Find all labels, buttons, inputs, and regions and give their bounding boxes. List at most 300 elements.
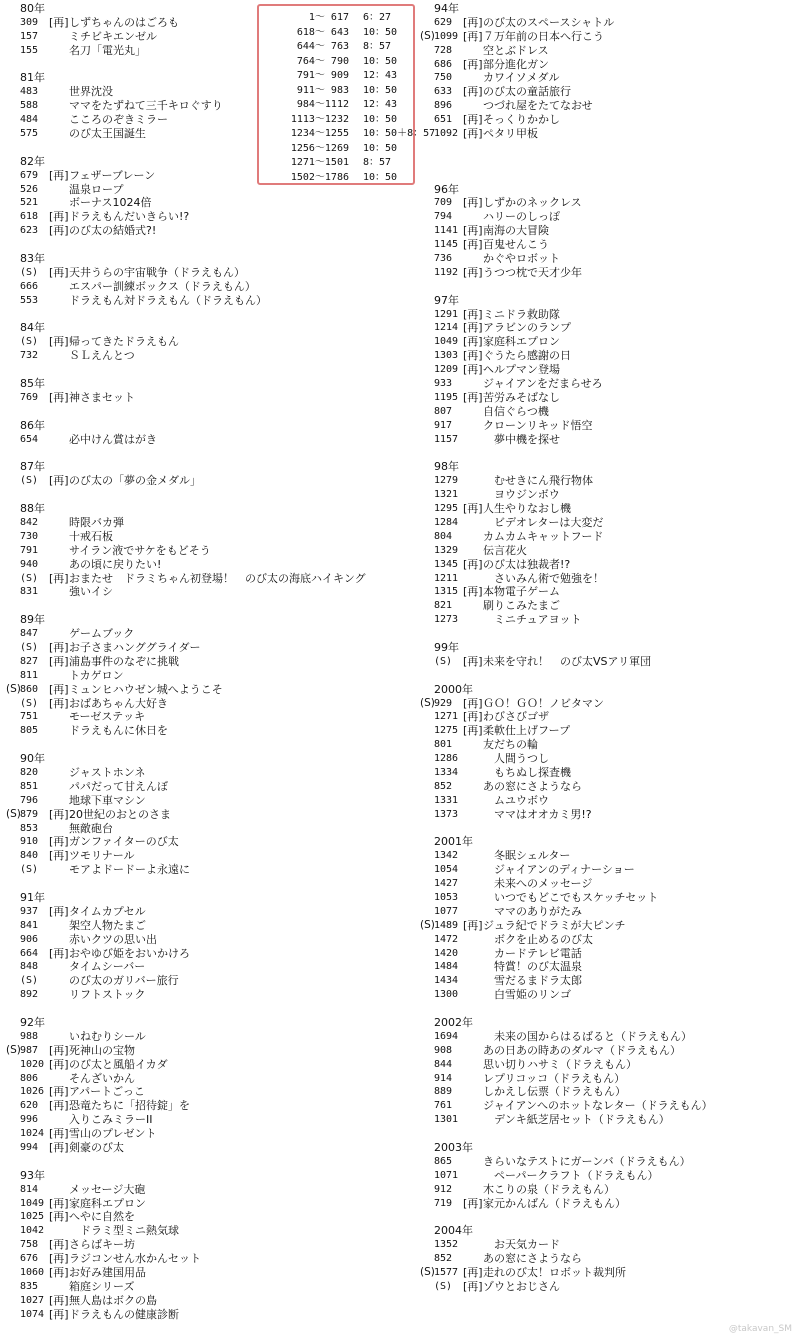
episode-title: 地球下車マシン — [69, 793, 146, 807]
episode-row — [420, 877, 800, 891]
episode-number: 831 — [20, 586, 39, 598]
episode-number: 929 — [434, 697, 453, 709]
episode-row — [420, 85, 800, 99]
episode-title: ドラえもん対ドラえもん（ドラえもん） — [69, 293, 267, 307]
rerun-tag: [再] — [463, 113, 483, 127]
spacer — [6, 488, 386, 502]
episode-row — [420, 1238, 800, 1252]
episode-number: 633 — [434, 86, 453, 98]
rerun-tag: [再] — [463, 349, 483, 363]
episode-number: 1192 — [434, 266, 459, 278]
rerun-tag: [再] — [49, 1210, 69, 1224]
episode-number: 840 — [20, 850, 39, 862]
episode-title: のび太のガリバー旅行 — [69, 974, 179, 988]
episode-number: 664 — [20, 947, 39, 959]
episode-number: (S) — [20, 475, 39, 487]
episode-row — [6, 294, 386, 308]
episode-row — [420, 1072, 800, 1086]
episode-title: うつつ枕で天才少年 — [483, 265, 582, 279]
episode-number: 1049 — [20, 1197, 45, 1209]
episode-row — [6, 1058, 386, 1072]
episode-row — [420, 405, 800, 419]
episode-row — [6, 1044, 386, 1058]
episode-title: 白雪姫のリンゴ — [483, 988, 571, 1002]
episode-row — [420, 1044, 800, 1058]
rerun-tag: [再] — [463, 557, 483, 571]
year-label: 93年 — [20, 1168, 45, 1182]
legend-row — [259, 55, 413, 70]
rerun-tag: [再] — [49, 390, 69, 404]
spacer — [420, 669, 800, 683]
year-header — [6, 613, 386, 627]
episode-number: 1303 — [434, 350, 459, 362]
year-header — [6, 502, 386, 516]
rerun-tag: [再] — [49, 1043, 69, 1057]
year-header — [420, 835, 800, 849]
spacer — [420, 1002, 800, 1016]
episode-number: 1373 — [434, 808, 459, 820]
episode-number: 892 — [20, 989, 39, 1001]
episode-title: 架空人物たまご — [69, 918, 146, 932]
spacer — [6, 363, 386, 377]
episode-row — [6, 210, 386, 224]
episode-title: ボクを止めるのび太 — [483, 932, 593, 946]
episode-row — [420, 558, 800, 572]
year-header — [420, 460, 800, 474]
episode-number: 1099 — [434, 30, 459, 42]
episode-title: おやゆび姫をおいかけろ — [69, 946, 190, 960]
rerun-tag: [再] — [463, 710, 483, 724]
episode-row — [6, 349, 386, 363]
episode-row — [6, 474, 386, 488]
running-time: 6：27 — [363, 12, 392, 23]
running-time: 12：43 — [363, 99, 398, 110]
episode-row — [420, 1169, 800, 1183]
episode-title: 未来へのメッセージ — [483, 877, 593, 891]
episode-range: 984〜1112 — [296, 99, 349, 110]
rerun-tag: [再] — [463, 696, 483, 710]
episode-title: 本物電子ゲーム — [483, 585, 560, 599]
episode-row — [420, 419, 800, 433]
running-time: 10：50 — [363, 113, 398, 125]
special-marker: (S) — [6, 682, 21, 695]
episode-row — [420, 1099, 800, 1113]
spacer — [6, 877, 386, 891]
episode-row — [420, 1058, 800, 1072]
episode-number: 1211 — [434, 572, 459, 584]
episode-title: 浦島事件のなぞに挑戦 — [69, 654, 179, 668]
episode-number: 910 — [20, 836, 39, 848]
rerun-tag: [再] — [463, 238, 483, 252]
episode-title: タイムカプセル — [69, 904, 146, 918]
episode-title: しかえし伝票（ドラえもん） — [483, 1085, 626, 1099]
episode-title: おまたせ ドラミちゃん初登場！ のび太の海底ハイキング — [69, 571, 366, 585]
episode-number: (S) — [20, 266, 39, 278]
episode-number: 801 — [434, 739, 453, 751]
episode-title: きらいなテストにガーンバ（ドラえもん） — [483, 1154, 691, 1168]
episode-number: 1214 — [434, 322, 459, 334]
episode-row — [420, 349, 800, 363]
episode-row — [6, 669, 386, 683]
year-header — [6, 752, 386, 766]
episode-range: 1502〜1786 — [290, 171, 349, 183]
episode-row — [6, 1308, 386, 1322]
rerun-tag: [再] — [463, 724, 483, 738]
episode-range: 1256〜1269 — [290, 142, 349, 154]
episode-number: 940 — [20, 558, 39, 570]
episode-row — [6, 1197, 386, 1211]
episode-title: 空とぶドレス — [483, 43, 549, 57]
episode-number: 1321 — [434, 489, 459, 501]
episode-title: いつでもどこでもスケッチセット — [483, 891, 659, 904]
episode-row — [6, 710, 386, 724]
spacer — [420, 155, 800, 169]
episode-row — [6, 919, 386, 933]
episode-row — [6, 266, 386, 280]
episode-row — [6, 1252, 386, 1266]
spacer — [6, 738, 386, 752]
episode-number: 1049 — [434, 336, 459, 348]
episode-number: 847 — [20, 628, 39, 640]
episode-row — [420, 1183, 800, 1197]
episode-row — [420, 655, 800, 669]
episode-title: パパだって甘えんぼ — [69, 779, 168, 793]
episode-title: ラジコンせん水かんセット — [69, 1252, 201, 1266]
episode-title: 冬眠シェルター — [483, 849, 571, 863]
episode-title: 特賞！のび太温泉 — [483, 960, 582, 974]
episode-row — [420, 44, 800, 58]
episode-row — [6, 558, 386, 572]
episode-row — [420, 474, 800, 488]
right-column — [420, 2, 800, 1294]
episode-row — [420, 321, 800, 335]
episode-title: 帰ってきたドラえもん — [69, 335, 179, 349]
episode-row — [420, 974, 800, 988]
episode-title: 家庭科エプロン — [483, 335, 560, 349]
year-header — [6, 460, 386, 474]
episode-row — [6, 585, 386, 599]
year-label: 2001年 — [434, 835, 473, 849]
episode-number: 620 — [20, 1100, 39, 1112]
episode-number: 526 — [20, 183, 39, 195]
year-label: 91年 — [20, 891, 45, 904]
episode-title: 20世紀のおとのさま — [69, 807, 171, 821]
episode-title: 自信ぐらつ機 — [483, 404, 549, 418]
episode-row — [6, 974, 386, 988]
spacer — [420, 1210, 800, 1224]
year-label: 92年 — [20, 1016, 45, 1030]
episode-number: 1195 — [434, 391, 459, 403]
episode-number: 821 — [434, 600, 453, 612]
episode-number: 1291 — [434, 308, 459, 320]
episode-number: 1472 — [434, 933, 459, 945]
rerun-tag: [再] — [49, 682, 69, 696]
year-header — [6, 377, 386, 391]
episode-title: そんざいかん — [69, 1071, 135, 1085]
rerun-tag: [再] — [463, 502, 483, 516]
episode-number: 575 — [20, 128, 39, 140]
legend-row — [259, 84, 413, 99]
episode-row — [6, 1099, 386, 1113]
episode-title: お天気カード — [483, 1238, 560, 1252]
episode-number: 521 — [20, 197, 39, 209]
episode-row — [6, 641, 386, 655]
episode-title: 入りこみミラーII — [69, 1113, 153, 1127]
episode-title: 箱庭シリーズ — [69, 1279, 135, 1293]
episode-row — [6, 1224, 386, 1238]
episode-number: 1275 — [434, 725, 459, 737]
episode-title: のび太と風船イカダ — [69, 1057, 168, 1071]
episode-title: ママはオオカミ男!? — [483, 807, 592, 821]
episode-title: 伝言花火 — [483, 543, 527, 557]
rerun-tag: [再] — [49, 1141, 69, 1155]
year-label: 82年 — [20, 154, 45, 168]
year-label: 83年 — [20, 252, 45, 266]
episode-number: 1301 — [434, 1114, 459, 1126]
episode-row — [6, 1266, 386, 1280]
episode-title: エスパー訓練ボックス（ドラえもん） — [69, 279, 256, 293]
episode-number: 851 — [20, 780, 39, 792]
rerun-tag: [再] — [463, 224, 483, 238]
legend-row — [259, 113, 413, 128]
year-label: 90年 — [20, 752, 45, 766]
rerun-tag: [再] — [49, 210, 69, 224]
rerun-tag: [再] — [463, 335, 483, 349]
episode-number: 996 — [20, 1114, 39, 1126]
episode-row — [6, 655, 386, 669]
episode-row — [6, 516, 386, 530]
episode-row — [420, 391, 800, 405]
running-time: 10：50 — [363, 55, 398, 67]
episode-title: モーゼステッキ — [69, 710, 146, 724]
rerun-tag: [再] — [49, 904, 69, 918]
episode-row — [420, 738, 800, 752]
year-header — [420, 641, 800, 655]
episode-number: 860 — [20, 683, 39, 695]
special-marker: (S) — [420, 696, 435, 709]
year-label: 99年 — [434, 640, 459, 654]
rerun-tag: [再] — [49, 1057, 69, 1071]
episode-row — [420, 919, 800, 933]
episode-row — [420, 16, 800, 30]
year-header — [420, 1141, 800, 1155]
episode-title: カードテレビ電話 — [483, 946, 582, 960]
year-label: 80年 — [20, 2, 45, 15]
episode-title: ボーナス1024倍 — [69, 196, 152, 210]
episode-number: 814 — [20, 1183, 39, 1195]
episode-row — [420, 947, 800, 961]
episode-title: 強いイシ — [69, 585, 113, 599]
episode-number: 618 — [20, 211, 39, 223]
legend-row — [259, 40, 413, 55]
episode-number: 719 — [434, 1197, 453, 1209]
episode-number: 987 — [20, 1044, 39, 1056]
episode-title: へやに自然を — [69, 1210, 135, 1224]
episode-number: 844 — [434, 1058, 453, 1070]
episode-number: 1042 — [20, 1225, 45, 1237]
episode-range: 1113〜1232 — [290, 113, 349, 125]
episode-row — [420, 210, 800, 224]
episode-title: しずかのネックレス — [483, 196, 582, 210]
episode-title: 家庭科エプロン — [69, 1196, 146, 1210]
episode-title: のび太のスペースシャトル — [483, 15, 615, 29]
episode-number: 835 — [20, 1280, 39, 1292]
special-marker: (S) — [420, 1266, 435, 1279]
episode-row — [6, 780, 386, 794]
episode-title: 人間うつし — [483, 752, 549, 766]
episode-number: 1053 — [434, 892, 459, 903]
episode-number: 1329 — [434, 544, 459, 556]
episode-number: 1071 — [434, 1169, 459, 1181]
episode-row — [6, 988, 386, 1002]
episode-title: いねむりシール — [69, 1029, 146, 1043]
rerun-tag: [再] — [49, 1266, 69, 1280]
episode-title: 時限バカ弾 — [69, 515, 124, 529]
year-header — [420, 683, 800, 697]
episode-row — [420, 766, 800, 780]
episode-row — [420, 308, 800, 322]
episode-title: わびさびゴザ — [483, 710, 549, 724]
episode-number: 1271 — [434, 711, 459, 723]
episode-row — [6, 1141, 386, 1155]
episode-row — [6, 766, 386, 780]
episode-number: 1694 — [434, 1030, 459, 1042]
rerun-tag: [再] — [463, 390, 483, 404]
episode-title: さらばキー坊 — [69, 1238, 135, 1252]
episode-row — [6, 391, 386, 405]
rerun-tag: [再] — [49, 835, 69, 849]
legend-row — [259, 156, 413, 171]
year-label: 84年 — [20, 321, 45, 335]
rerun-tag: [再] — [49, 1307, 69, 1321]
episode-row — [420, 863, 800, 877]
episode-number: 732 — [20, 350, 39, 362]
year-header — [420, 294, 800, 308]
episode-range: 1271〜1501 — [290, 157, 349, 168]
legend-row — [259, 69, 413, 84]
episode-range: 911〜 983 — [296, 84, 349, 96]
year-label: 81年 — [20, 71, 45, 85]
legend-box — [257, 4, 436, 185]
episode-title: トカゲロン — [69, 668, 124, 682]
episode-title: タイムシーバー — [69, 960, 146, 974]
episode-number: 1074 — [20, 1308, 45, 1320]
rerun-tag: [再] — [49, 946, 69, 960]
spacer — [420, 822, 800, 836]
year-label: 94年 — [434, 2, 459, 15]
episode-number: (S) — [20, 864, 39, 876]
episode-title: あの窓にさようなら — [483, 779, 582, 793]
episode-title: 死神山の宝物 — [69, 1043, 135, 1057]
rerun-tag: [再] — [463, 57, 483, 71]
episode-title: ゲームブック — [69, 627, 135, 641]
rerun-tag: [再] — [49, 474, 69, 488]
episode-title: サイラン液でサケをもどそう — [69, 543, 211, 557]
legend-row — [259, 171, 413, 186]
episode-row — [6, 947, 386, 961]
episode-title: ドラえもんだいきらい!? — [69, 210, 190, 224]
episode-title: ジャイアンのディナーショー — [483, 863, 635, 877]
episode-number: 933 — [434, 378, 453, 390]
episode-number: 1331 — [434, 794, 459, 806]
episode-title: ママのありがたみ — [483, 904, 582, 918]
episode-number: 1209 — [434, 364, 459, 376]
episode-row — [6, 1294, 386, 1308]
episode-row — [6, 1280, 386, 1294]
episode-number: 1420 — [434, 947, 459, 959]
episode-title: おばあちゃん大好き — [69, 696, 168, 710]
episode-row — [420, 58, 800, 72]
episode-number: 758 — [20, 1239, 39, 1251]
year-header — [6, 891, 386, 905]
episode-title: ドラえもんの健康診断 — [69, 1307, 179, 1321]
special-marker: (S) — [420, 29, 435, 42]
episode-title: ＳＬえんとつ — [69, 349, 135, 363]
episode-number: 1279 — [434, 475, 459, 487]
episode-title: むせきにん飛行物体 — [483, 474, 593, 488]
episode-title: ムユウボウ — [483, 793, 549, 807]
episode-title: のび太の結婚式?! — [69, 224, 157, 238]
episode-number: 1027 — [20, 1294, 45, 1306]
episode-title: ぐうたら感謝の日 — [483, 349, 571, 363]
episode-number: 791 — [20, 544, 39, 556]
episode-number: 728 — [434, 44, 453, 56]
episode-row — [420, 849, 800, 863]
year-label: 2000年 — [434, 682, 473, 696]
episode-number: 853 — [20, 822, 39, 834]
year-label: 97年 — [434, 293, 459, 307]
episode-row — [420, 1030, 800, 1044]
episode-number: 588 — [20, 100, 39, 112]
episode-row — [420, 710, 800, 724]
episode-number: 709 — [434, 197, 453, 209]
episode-row — [6, 530, 386, 544]
episode-number: 676 — [20, 1253, 39, 1265]
episode-number: 807 — [434, 405, 453, 417]
episode-title: リフトストック — [69, 988, 146, 1002]
episode-title: フェザーブレーン — [69, 168, 156, 182]
year-label: 98年 — [434, 460, 459, 474]
episode-title: ＧＯ！ＧＯ！ノビタマン — [483, 696, 604, 710]
legend-row — [259, 98, 413, 113]
episode-row — [420, 1280, 800, 1294]
episode-row — [420, 502, 800, 516]
episode-row — [420, 599, 800, 613]
episode-number: 761 — [434, 1100, 453, 1112]
episode-row — [420, 613, 800, 627]
rerun-tag: [再] — [49, 640, 69, 654]
episode-title: こころのぞきミラー — [69, 113, 168, 127]
episode-number: 1145 — [434, 239, 459, 251]
episode-title: 無人島はボクの島 — [69, 1293, 157, 1307]
episode-title: 名刀「電光丸」 — [69, 43, 146, 57]
episode-row — [6, 544, 386, 558]
episode-number: 796 — [20, 794, 39, 806]
rerun-tag: [再] — [49, 1085, 69, 1099]
episode-title: ビデオレターは大変だ — [483, 515, 604, 529]
episode-number: 889 — [434, 1086, 453, 1098]
episode-row — [420, 127, 800, 141]
episode-row — [6, 1113, 386, 1127]
legend-row — [259, 26, 413, 41]
rerun-tag: [再] — [463, 127, 483, 141]
episode-row — [6, 433, 386, 447]
episode-number: 1020 — [20, 1058, 45, 1070]
year-header — [6, 1169, 386, 1183]
episode-row — [6, 905, 386, 919]
episode-number: 730 — [20, 530, 39, 542]
episode-title: デンキ紙芝居セット（ドラえもん） — [483, 1113, 670, 1127]
